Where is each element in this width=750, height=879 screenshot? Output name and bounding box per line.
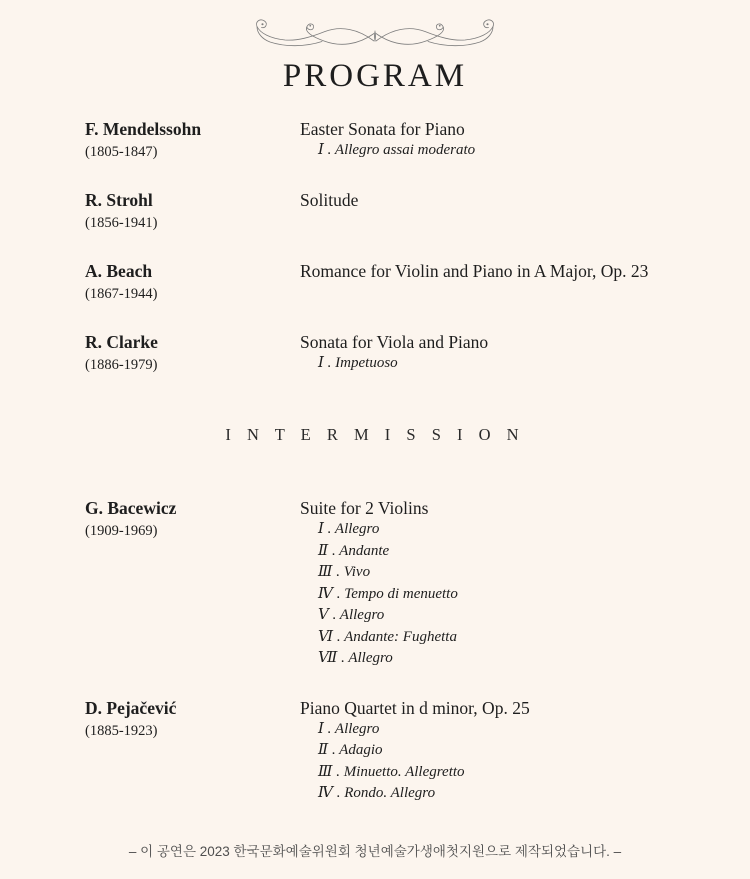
footer-credit: – 이 공연은 2023 한국문화예술위원회 청년예술가생애첫지원으로 제작되었습니다. –: [128, 843, 622, 859]
piece-column: [300, 260, 720, 304]
piece-title: Sonata for Viola and Piano: [300, 332, 489, 352]
intermission-label: I N T E R M I S S I O N: [225, 425, 525, 444]
piece-column: [300, 118, 720, 162]
piece-title: Romance for Violin and Piano in A Major, Op. 23: [300, 261, 649, 281]
movement-line: Ⅴ . Allegro: [318, 607, 385, 623]
piece-title: Solitude: [300, 190, 359, 210]
composer-dates: (1886-1979): [85, 357, 158, 373]
composer-column: [85, 260, 300, 304]
movement-line: Ⅰ . Allegro: [318, 720, 380, 737]
composer-dates: (1867-1944): [85, 286, 158, 302]
page-title: PROGRAM: [282, 58, 468, 94]
program-entry-bacewicz: [85, 497, 720, 670]
piece-column: [300, 697, 720, 805]
piece-title: Easter Sonata for Piano: [300, 119, 465, 139]
piece-column: [300, 189, 720, 233]
program-part-1: [0, 118, 750, 375]
composer-column: [85, 331, 300, 375]
composer-name: F. Mendelssohn: [85, 119, 202, 139]
composer-name: G. Bacewicz: [85, 498, 177, 518]
composer-column: [85, 697, 300, 805]
composer-name: D. Pejačević: [85, 697, 177, 718]
movement-line: Ⅰ . Allegro: [318, 521, 380, 537]
composer-dates: (1909-1969): [85, 523, 158, 539]
movement-line: Ⅲ . Minuetto. Allegretto: [318, 763, 465, 780]
movement-line: Ⅰ . Allegro assai moderato: [318, 142, 476, 158]
flourish-ornament-icon: [250, 18, 500, 56]
movement-line: Ⅳ . Rondo. Allegro: [318, 785, 436, 801]
composer-column: [85, 189, 300, 233]
movement-line: Ⅰ . Impetuoso: [318, 355, 398, 371]
page-header: [0, 18, 750, 94]
program-part-2: [0, 497, 750, 805]
movement-line: Ⅶ . Allegro: [318, 650, 393, 666]
composer-dates: (1885-1923): [85, 722, 158, 739]
program-entry-clarke: [85, 331, 720, 375]
composer-column: [85, 497, 300, 670]
composer-column: [85, 118, 300, 162]
movement-line: Ⅵ . Andante: Fughetta: [318, 628, 457, 645]
composer-dates: (1805-1847): [85, 144, 158, 160]
piece-column: [300, 331, 720, 375]
program-entry-beach: [85, 260, 720, 304]
program-entry-pejacevic: [85, 697, 720, 805]
program-entry-mendelssohn: [85, 118, 720, 162]
composer-name: A. Beach: [85, 261, 153, 281]
piece-title: Piano Quartet in d minor, Op. 25: [300, 697, 530, 718]
movement-line: Ⅳ . Tempo di menuetto: [318, 585, 458, 602]
piece-column: [300, 497, 720, 670]
composer-name: R. Strohl: [85, 190, 153, 210]
program-entry-strohl: [85, 189, 720, 233]
movement-line: Ⅱ . Adagio: [318, 742, 383, 758]
piece-title: Suite for 2 Violins: [300, 498, 429, 518]
movement-line: Ⅱ . Andante: [318, 542, 390, 559]
composer-name: R. Clarke: [85, 332, 158, 352]
movement-line: Ⅲ . Vivo: [318, 564, 371, 580]
composer-dates: (1856-1941): [85, 215, 158, 231]
